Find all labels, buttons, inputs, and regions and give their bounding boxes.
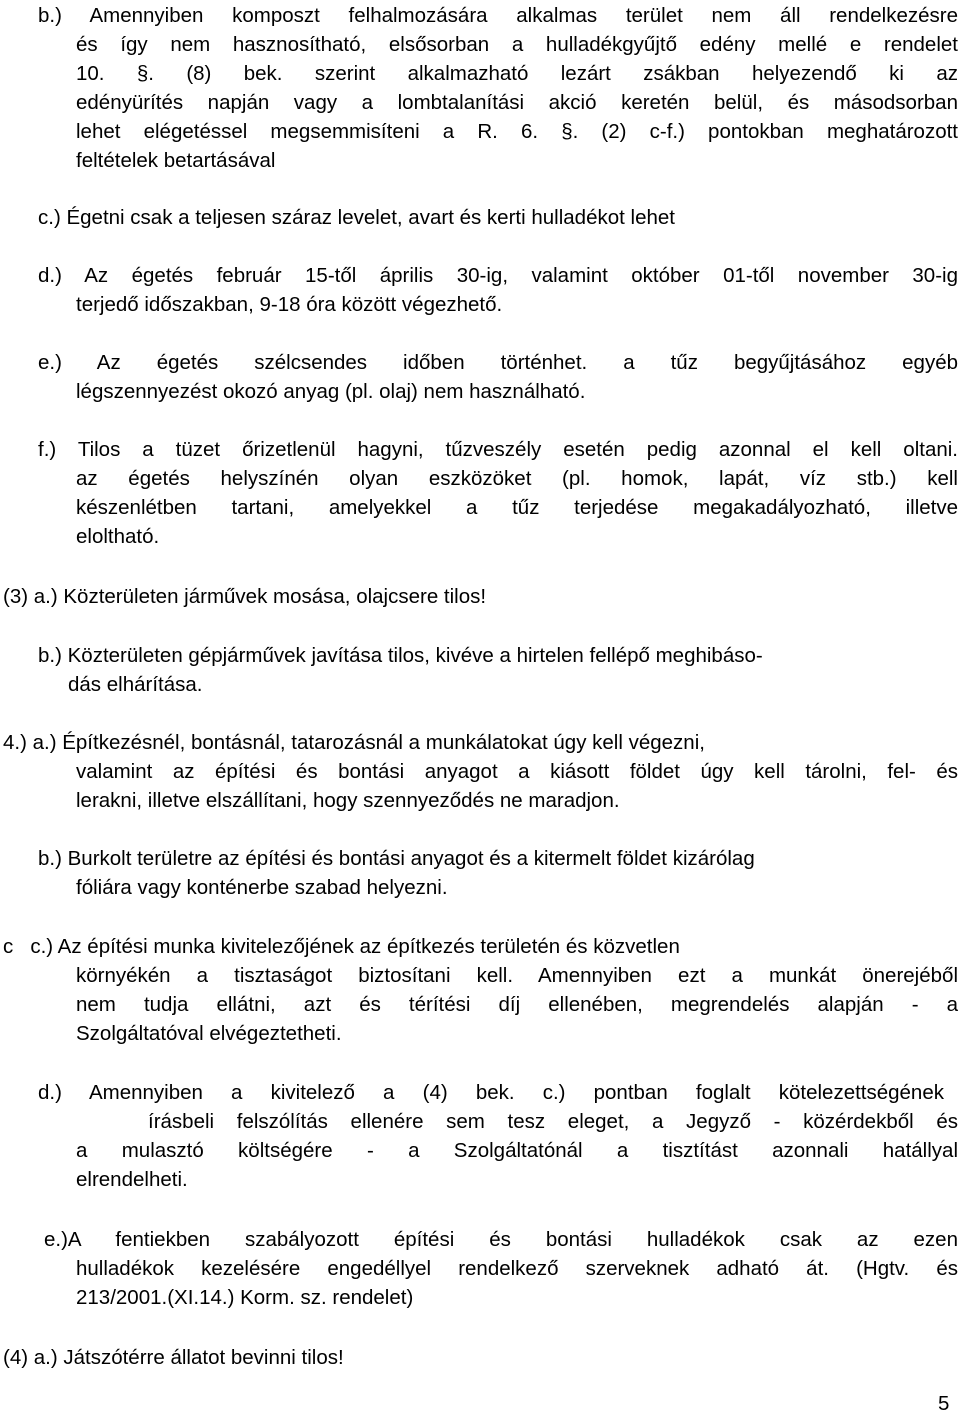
text-line: d.) Amennyiben a kivitelező a (4) bek. c.) pontban foglalt kötelezettségének — [38, 1081, 944, 1104]
text-line: 10. §. (8) bek. szerint alkalmazható lezárt zsákban helyezendő ki az — [76, 62, 958, 85]
text-line: terjedő időszakban, 9-18 óra között végezhető. — [76, 293, 503, 316]
text-line: az égetés helyszínén olyan eszközöket (pl. homok, lapát, víz stb.) kell — [76, 467, 958, 490]
text-line: 213/2001.(XI.14.) Korm. sz. rendelet) — [76, 1286, 414, 1309]
text-line: lehet elégetéssel megsemmisíteni a R. 6. §. (2) c-f.) pontokban meghatározott — [76, 120, 958, 143]
text-line: (4) a.) Játszótérre állatot bevinni tilos! — [3, 1346, 344, 1369]
text-line: elrendelheti. — [76, 1168, 188, 1191]
text-line: b.) Burkolt területre az építési és bontási anyagot és a kitermelt földet kizárólag — [38, 847, 755, 870]
text-line: dás elhárítása. — [68, 673, 203, 696]
text-line: hulladékok kezelésére engedéllyel rendelkező szerveknek adható át. (Hgtv. és — [76, 1257, 958, 1280]
text-line: d.) Az égetés február 15-től április 30-ig, valamint október 01-től november 30-ig — [38, 264, 958, 287]
text-line: lerakni, illetve elszállítani, hogy szennyeződés ne maradjon. — [76, 789, 620, 812]
text-line: feltételek betartásával — [76, 149, 276, 172]
text-line: a mulasztó költségére - a Szolgáltatónál a tisztítást azonnali hatállyal — [76, 1139, 958, 1162]
text-line: Szolgáltatóval elvégeztetheti. — [76, 1022, 342, 1045]
text-line: légszennyezést okozó anyag (pl. olaj) nem használható. — [76, 380, 586, 403]
text-line: e.) Az égetés szélcsendes időben történhet. a tűz begyűjtásához egyéb — [38, 351, 958, 374]
text-line: írásbeli felszólítás ellenére sem tesz eleget, a Jegyző - közérdekből és — [148, 1110, 958, 1133]
text-line: (3) a.) Közterületen járművek mosása, olajcsere tilos! — [3, 585, 487, 608]
text-line: edényürítés napján vagy a lombtalanítási akció keretén belül, és másodsorban — [76, 91, 958, 114]
text-line: fóliára vagy konténerbe szabad helyezni. — [76, 876, 448, 899]
text-line: valamint az építési és bontási anyagot a kiásott földet úgy kell tárolni, fel- és — [76, 760, 958, 783]
text-line: c.) Égetni csak a teljesen száraz levelet, avart és kerti hulladékot lehet — [38, 206, 675, 229]
text-line: eloltható. — [76, 525, 160, 548]
text-line: b.) Amennyiben komposzt felhalmozására alkalmas terület nem áll rendelkezésre — [38, 4, 958, 27]
text-line: c c.) Az építési munka kivitelezőjének az építkezés területén és közvetlen — [3, 935, 680, 958]
text-line: f.) Tilos a tüzet őrizetlenül hagyni, tűzveszély esetén pedig azonnal el kell oltani. — [38, 438, 958, 461]
page-number: 5 — [938, 1392, 950, 1415]
text-line: és így nem hasznosítható, elsősorban a hulladékgyűjtő edény mellé e rendelet — [76, 33, 958, 56]
text-line: készenlétben tartani, amelyekkel a tűz terjedése megakadályozható, illetve — [76, 496, 958, 519]
text-line: nem tudja ellátni, azt és térítési díj ellenében, megrendelés alapján - a — [76, 993, 958, 1016]
text-line: környékén a tisztaságot biztosítani kell. Amennyiben ezt a munkát önerejéből — [76, 964, 958, 987]
text-line: b.) Közterületen gépjárművek javítása tilos, kivéve a hirtelen fellépő meghibáso- — [38, 644, 763, 667]
text-line: 4.) a.) Építkezésnél, bontásnál, tatarozásnál a munkálatokat úgy kell végezni, — [3, 731, 705, 754]
text-line: e.)A fentiekben szabályozott építési és bontási hulladékok csak az ezen — [44, 1228, 958, 1251]
